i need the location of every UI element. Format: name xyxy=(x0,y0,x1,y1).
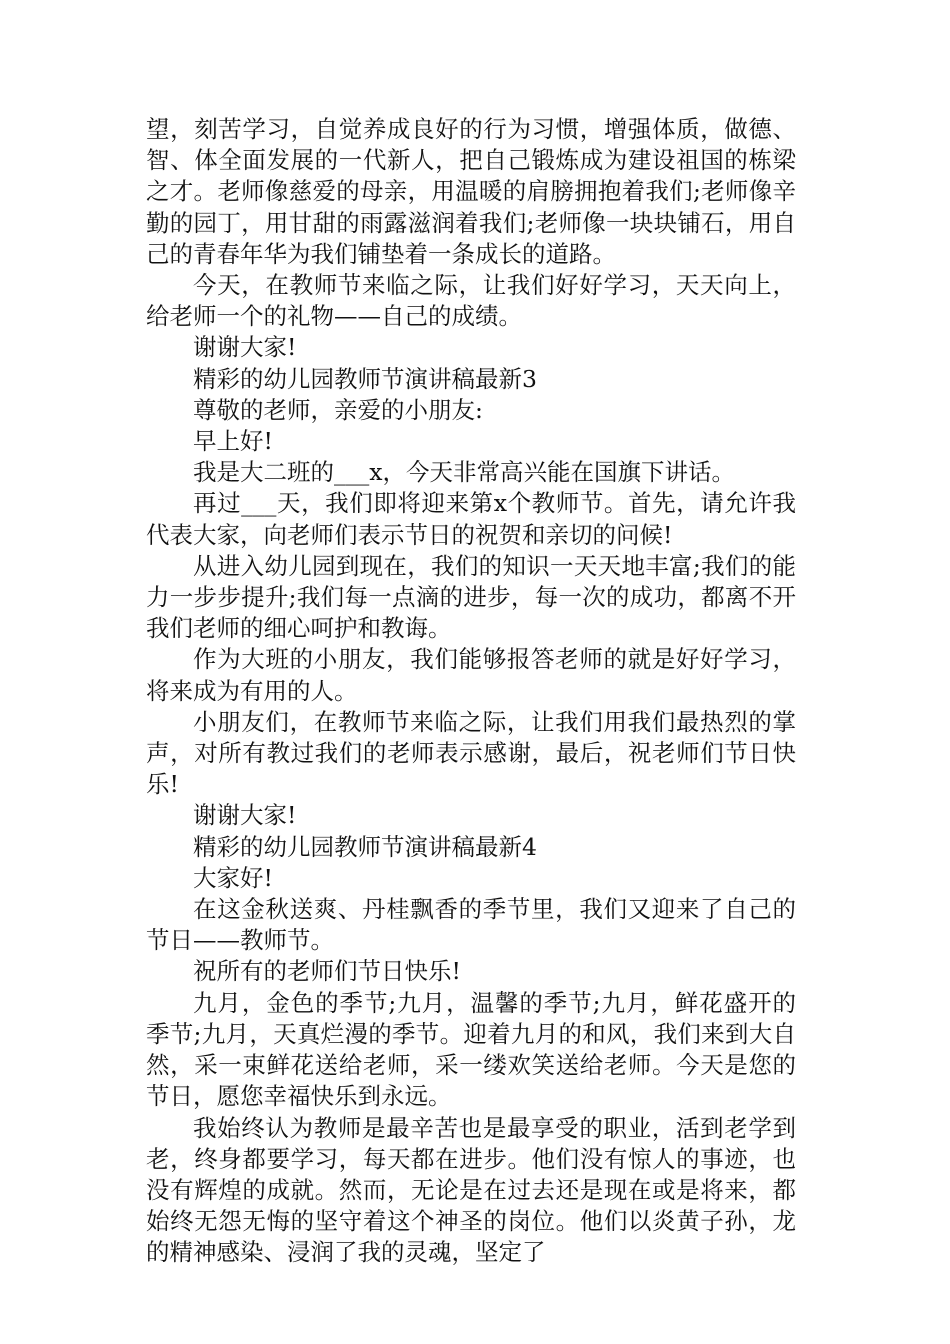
paragraph: 再过___天，我们即将迎来第x个教师节。首先，请允许我代表大家，向老师们表示节日的祝贺和亲切的问候! xyxy=(146,489,796,549)
paragraph: 祝所有的老师们节日快乐! xyxy=(193,957,461,986)
section-title: 精彩的幼儿园教师节演讲稿最新4 xyxy=(193,832,537,861)
closing-thanks: 谢谢大家! xyxy=(193,801,297,830)
paragraph: 小朋友们，在教师节来临之际，让我们用我们最热烈的掌声，对所有教过我们的老师表示感谢，最后，祝老师们节日快乐! xyxy=(146,707,796,799)
section-title: 精彩的幼儿园教师节演讲稿最新3 xyxy=(193,364,537,393)
paragraph: 我是大二班的___x，今天非常高兴能在国旗下讲话。 xyxy=(193,458,736,487)
salutation: 尊敬的老师，亲爱的小朋友: xyxy=(193,395,483,424)
paragraph: 在这金秋送爽、丹桂飘香的季节里，我们又迎来了自己的节日——教师节。 xyxy=(146,895,796,955)
greeting: 早上好! xyxy=(193,427,273,456)
paragraph: 今天，在教师节来临之际，让我们好好学习，天天向上，给老师一个的礼物——自己的成绩。 xyxy=(146,271,796,331)
paragraph: 从进入幼儿园到现在，我们的知识一天天地丰富;我们的能力一步步提升;我们每一点滴的进步，每一次的成功，都离不开我们老师的细心呵护和教诲。 xyxy=(146,551,796,643)
paragraph: 我始终认为教师是最辛苦也是最享受的职业，活到老学到老，终身都要学习，每天都在进步。他们没有惊人的事迹，也没有辉煌的成就。然而，无论是在过去还是现在或是将来，都始终无怨无悔的坚守着这个神圣的岗位。他们以炎黄子孙，龙的精神感染、浸润了我的灵魂，坚定了 xyxy=(146,1113,796,1267)
paragraph: 作为大班的小朋友，我们能够报答老师的就是好好学习，将来成为有用的人。 xyxy=(146,645,796,705)
closing-thanks: 谢谢大家! xyxy=(193,333,297,362)
paragraph: 九月，金色的季节;九月，温馨的季节;九月，鲜花盛开的季节;九月，天真烂漫的季节。迎着九月的和风，我们来到大自然，采一束鲜花送给老师，采一缕欢笑送给老师。今天是您的节日，愿您幸福快乐到永远。 xyxy=(146,988,796,1111)
greeting: 大家好! xyxy=(193,863,273,892)
document-body xyxy=(146,114,796,1269)
paragraph-continuation: 望，刻苦学习，自觉养成良好的行为习惯，增强体质，做德、智、体全面发展的一代新人，把自己锻炼成为建设祖国的栋梁之才。老师像慈爱的母亲，用温暖的肩膀拥抱着我们;老师像辛勤的园丁，用甘甜的雨露滋润着我们;老师像一块块铺石，用自己的青春年华为我们铺垫着一条成长的道路。 xyxy=(146,115,796,268)
